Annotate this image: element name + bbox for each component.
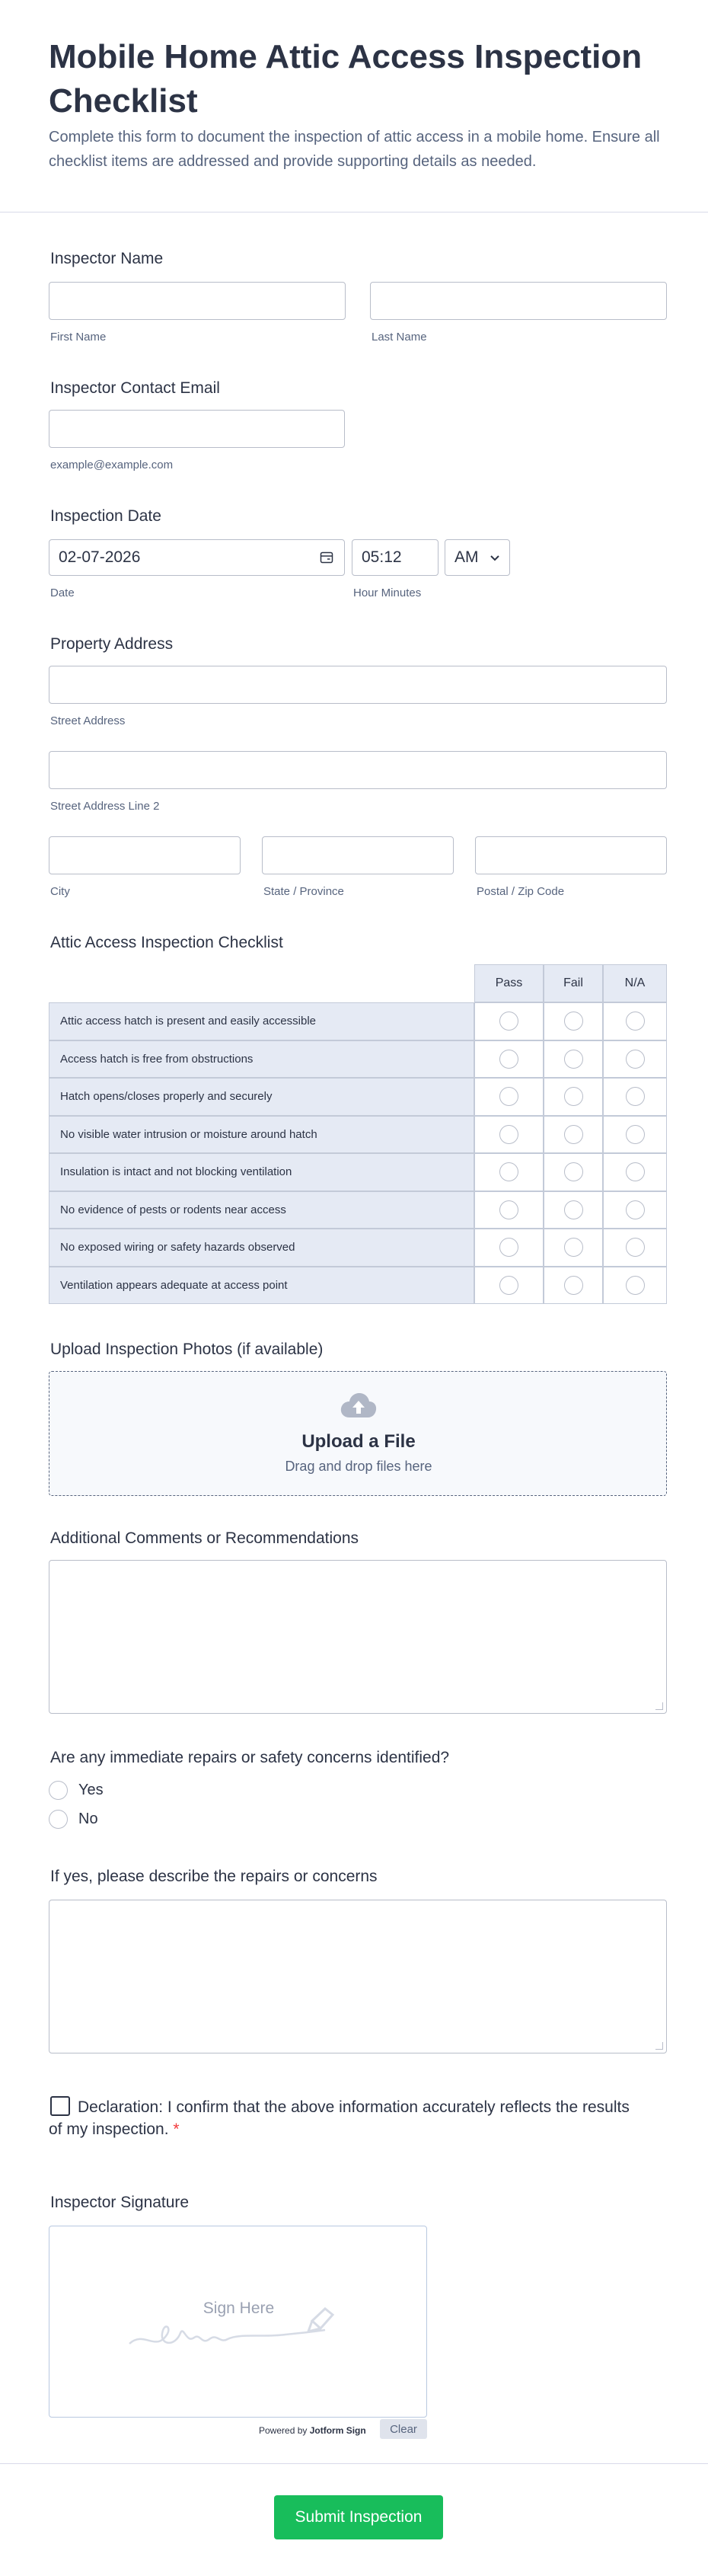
submit-button[interactable]: Submit Inspection — [274, 2495, 443, 2539]
time-input[interactable] — [352, 539, 439, 576]
email-value — [49, 411, 344, 447]
checklist-radio-na[interactable] — [626, 1087, 645, 1106]
checklist-radio-pass[interactable] — [499, 1012, 518, 1031]
checklist-row-label: Ventilation appears adequate at access point — [49, 1267, 474, 1305]
date-value: 02-07-2026 — [59, 548, 141, 566]
checklist-row-label: No evidence of pests or rodents near access — [49, 1191, 474, 1229]
checklist-row-label: No exposed wiring or safety hazards observed — [49, 1229, 474, 1267]
column-header-pass: Pass — [474, 964, 544, 1002]
declaration-text — [49, 2096, 643, 2140]
checklist-radio-pass[interactable] — [499, 1050, 518, 1069]
checklist-radio-fail[interactable] — [564, 1162, 583, 1181]
time-value: 05:12 — [362, 548, 402, 566]
checklist-radio-fail[interactable] — [564, 1238, 583, 1257]
checklist-radio-fail[interactable] — [564, 1276, 583, 1295]
checklist-cell — [544, 1229, 603, 1267]
city-sublabel: City — [50, 885, 70, 898]
first-name-input[interactable] — [49, 282, 346, 320]
declaration-label: Declaration: I confirm that the above information accurately reflects the results of my inspection. — [49, 2098, 630, 2138]
checklist-radio-na[interactable] — [626, 1125, 645, 1144]
checklist-cell — [603, 1116, 667, 1154]
radio-yes[interactable] — [49, 1781, 68, 1800]
checklist-cell — [544, 1116, 603, 1154]
footer-divider — [0, 2463, 708, 2464]
comments-textarea[interactable] — [49, 1560, 667, 1714]
zip-sublabel: Postal / Zip Code — [477, 885, 565, 898]
checklist-cell — [474, 1078, 544, 1116]
chevron-down-icon — [490, 555, 500, 562]
checklist-cell — [544, 1191, 603, 1229]
checklist-radio-na[interactable] — [626, 1276, 645, 1295]
ampm-value: AM — [454, 548, 479, 566]
checklist-cell — [603, 1229, 667, 1267]
time-sublabel: Hour Minutes — [353, 586, 422, 599]
repairs-option-no[interactable] — [49, 1810, 98, 1829]
checklist-radio-na[interactable] — [626, 1200, 645, 1219]
checklist-row-label: Attic access hatch is present and easily accessible — [49, 1002, 474, 1040]
street-address-2-sublabel: Street Address Line 2 — [50, 800, 160, 813]
state-input[interactable] — [262, 836, 454, 874]
checklist-row-label: Access hatch is free from obstructions — [49, 1040, 474, 1079]
checklist-cell — [474, 1267, 544, 1305]
page-subtitle: Complete this form to document the inspection of attic access in a mobile home. Ensure all checklist items are addressed and provide supporting details as needed. — [49, 129, 660, 170]
checklist-radio-na[interactable] — [626, 1012, 645, 1031]
date-sublabel: Date — [50, 586, 75, 599]
zip-input[interactable] — [475, 836, 667, 874]
first-name-value — [49, 283, 345, 319]
inspector-name-label: Inspector Name — [50, 250, 164, 267]
upload-title: Upload a File — [301, 1431, 416, 1452]
checklist-row-label: No visible water intrusion or moisture around hatch — [49, 1116, 474, 1154]
signature-label: Inspector Signature — [50, 2194, 190, 2211]
city-input[interactable] — [49, 836, 241, 874]
describe-label: If yes, please describe the repairs or concerns — [50, 1868, 378, 1885]
date-input[interactable] — [49, 539, 345, 576]
repairs-label: Are any immediate repairs or safety concerns identified? — [50, 1749, 450, 1766]
checklist-radio-na[interactable] — [626, 1162, 645, 1181]
email-input[interactable] — [49, 410, 345, 448]
page-title: Mobile Home Attic Access Inspection Checklist — [49, 38, 643, 120]
first-name-sublabel: First Name — [50, 331, 107, 344]
checklist-radio-fail[interactable] — [564, 1125, 583, 1144]
radio-no[interactable] — [49, 1810, 68, 1829]
last-name-input[interactable] — [370, 282, 667, 320]
checklist-radio-fail[interactable] — [564, 1050, 583, 1069]
ampm-select[interactable] — [445, 539, 510, 576]
resize-handle-icon[interactable] — [655, 2042, 663, 2050]
checklist-cell — [603, 1040, 667, 1079]
checklist-radio-pass[interactable] — [499, 1087, 518, 1106]
repairs-option-yes[interactable] — [49, 1781, 104, 1800]
checklist-radio-na[interactable] — [626, 1050, 645, 1069]
checklist-radio-na[interactable] — [626, 1238, 645, 1257]
checklist-radio-pass[interactable] — [499, 1125, 518, 1144]
required-mark: * — [173, 2121, 180, 2138]
checklist-radio-pass[interactable] — [499, 1276, 518, 1295]
column-header-na: N/A — [603, 964, 667, 1002]
checklist-radio-fail[interactable] — [564, 1012, 583, 1031]
checklist-cell — [474, 1229, 544, 1267]
email-label: Inspector Contact Email — [50, 379, 220, 397]
checklist-cell — [544, 1040, 603, 1079]
property-address-label: Property Address — [50, 635, 174, 653]
checklist-cell — [474, 1002, 544, 1040]
header-divider — [0, 212, 708, 213]
checklist-radio-pass[interactable] — [499, 1162, 518, 1181]
upload-dropzone[interactable] — [49, 1371, 667, 1496]
powered-by-text: Powered by — [259, 2425, 308, 2436]
upload-hint: Drag and drop files here — [285, 1459, 432, 1474]
calendar-icon[interactable] — [320, 551, 333, 564]
checklist-radio-pass[interactable] — [499, 1200, 518, 1219]
checklist-cell — [474, 1153, 544, 1191]
checklist-cell — [544, 1078, 603, 1116]
column-header-fail: Fail — [544, 964, 603, 1002]
street-address-input[interactable] — [49, 666, 667, 704]
email-sublabel: example@example.com — [50, 459, 174, 471]
checklist-row-label: Hatch opens/closes properly and securely — [49, 1078, 474, 1116]
powered-by — [259, 2425, 366, 2436]
checklist-cell — [474, 1191, 544, 1229]
checklist-cell — [603, 1078, 667, 1116]
describe-textarea[interactable] — [49, 1900, 667, 2053]
checklist-cell — [544, 1002, 603, 1040]
last-name-sublabel: Last Name — [372, 331, 427, 344]
inspection-date-label: Inspection Date — [50, 507, 161, 525]
checklist-cell — [603, 1191, 667, 1229]
last-name-value — [371, 283, 666, 319]
powered-by-brand: Jotform Sign — [309, 2425, 366, 2436]
checklist-cell — [603, 1267, 667, 1305]
resize-handle-icon[interactable] — [655, 1702, 663, 1710]
checklist-cell — [474, 1040, 544, 1079]
checklist-radio-fail[interactable] — [564, 1200, 583, 1219]
checklist-cell — [544, 1267, 603, 1305]
clear-signature-button[interactable]: Clear — [380, 2419, 427, 2439]
checklist-cell — [603, 1153, 667, 1191]
checklist-cell — [474, 1116, 544, 1154]
upload-label: Upload Inspection Photos (if available) — [50, 1341, 324, 1358]
street-address-2-input[interactable] — [49, 751, 667, 789]
street-address-sublabel: Street Address — [50, 714, 126, 727]
checklist-radio-fail[interactable] — [564, 1087, 583, 1106]
radio-no-label: No — [78, 1811, 98, 1827]
checklist-row-label: Insulation is intact and not blocking ventilation — [49, 1153, 474, 1191]
checklist-cell — [603, 1002, 667, 1040]
signature-placeholder: Sign Here — [203, 2300, 275, 2317]
state-sublabel: State / Province — [263, 885, 344, 898]
checklist-radio-pass[interactable] — [499, 1238, 518, 1257]
checklist-label: Attic Access Inspection Checklist — [50, 934, 283, 951]
signature-pad[interactable] — [49, 2226, 427, 2418]
checklist-cell — [544, 1153, 603, 1191]
radio-yes-label: Yes — [78, 1782, 104, 1798]
comments-label: Additional Comments or Recommendations — [50, 1529, 359, 1547]
cloud-upload-icon — [340, 1392, 378, 1419]
